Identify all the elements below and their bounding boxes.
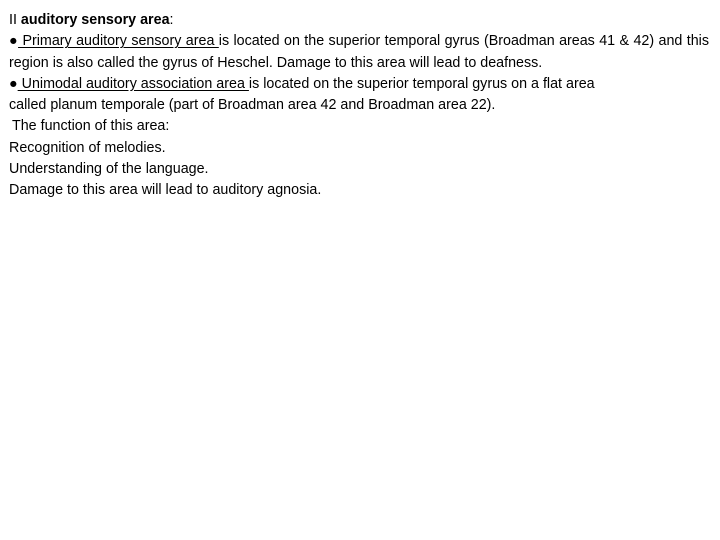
unimodal-association-text-line1: is located on the superior temporal gyrus on a flat area bbox=[248, 75, 595, 92]
heading-prefix: II bbox=[9, 12, 21, 28]
bullet-icon: ● bbox=[9, 33, 19, 50]
primary-auditory-paragraph bbox=[9, 31, 709, 74]
heading-suffix: : bbox=[169, 12, 174, 28]
function-item: Recognition of melodies. bbox=[9, 139, 166, 156]
unimodal-association-text-line2: called planum temporale (part of Broadman area 42 and Broadman area 22). bbox=[9, 97, 496, 114]
function-heading: The function of this area: bbox=[12, 118, 170, 135]
bullet-icon: ● bbox=[9, 75, 18, 92]
heading-title: auditory sensory area bbox=[20, 12, 170, 28]
primary-auditory-text: is located on the superior temporal gyrus (Broadman areas 41 & 42) and this region is also called the gyrus of Heschel. Damage to this area will lead to deafness. bbox=[9, 33, 709, 71]
function-item: Understanding of the language. bbox=[9, 161, 209, 178]
unimodal-association-paragraph bbox=[9, 74, 709, 95]
section-heading bbox=[9, 10, 709, 31]
function-item: Damage to this area will lead to auditory agnosia. bbox=[9, 182, 322, 199]
slide-content bbox=[9, 10, 709, 202]
unimodal-association-label: Unimodal auditory association area bbox=[17, 75, 249, 92]
primary-auditory-label: Primary auditory sensory area bbox=[18, 33, 219, 50]
